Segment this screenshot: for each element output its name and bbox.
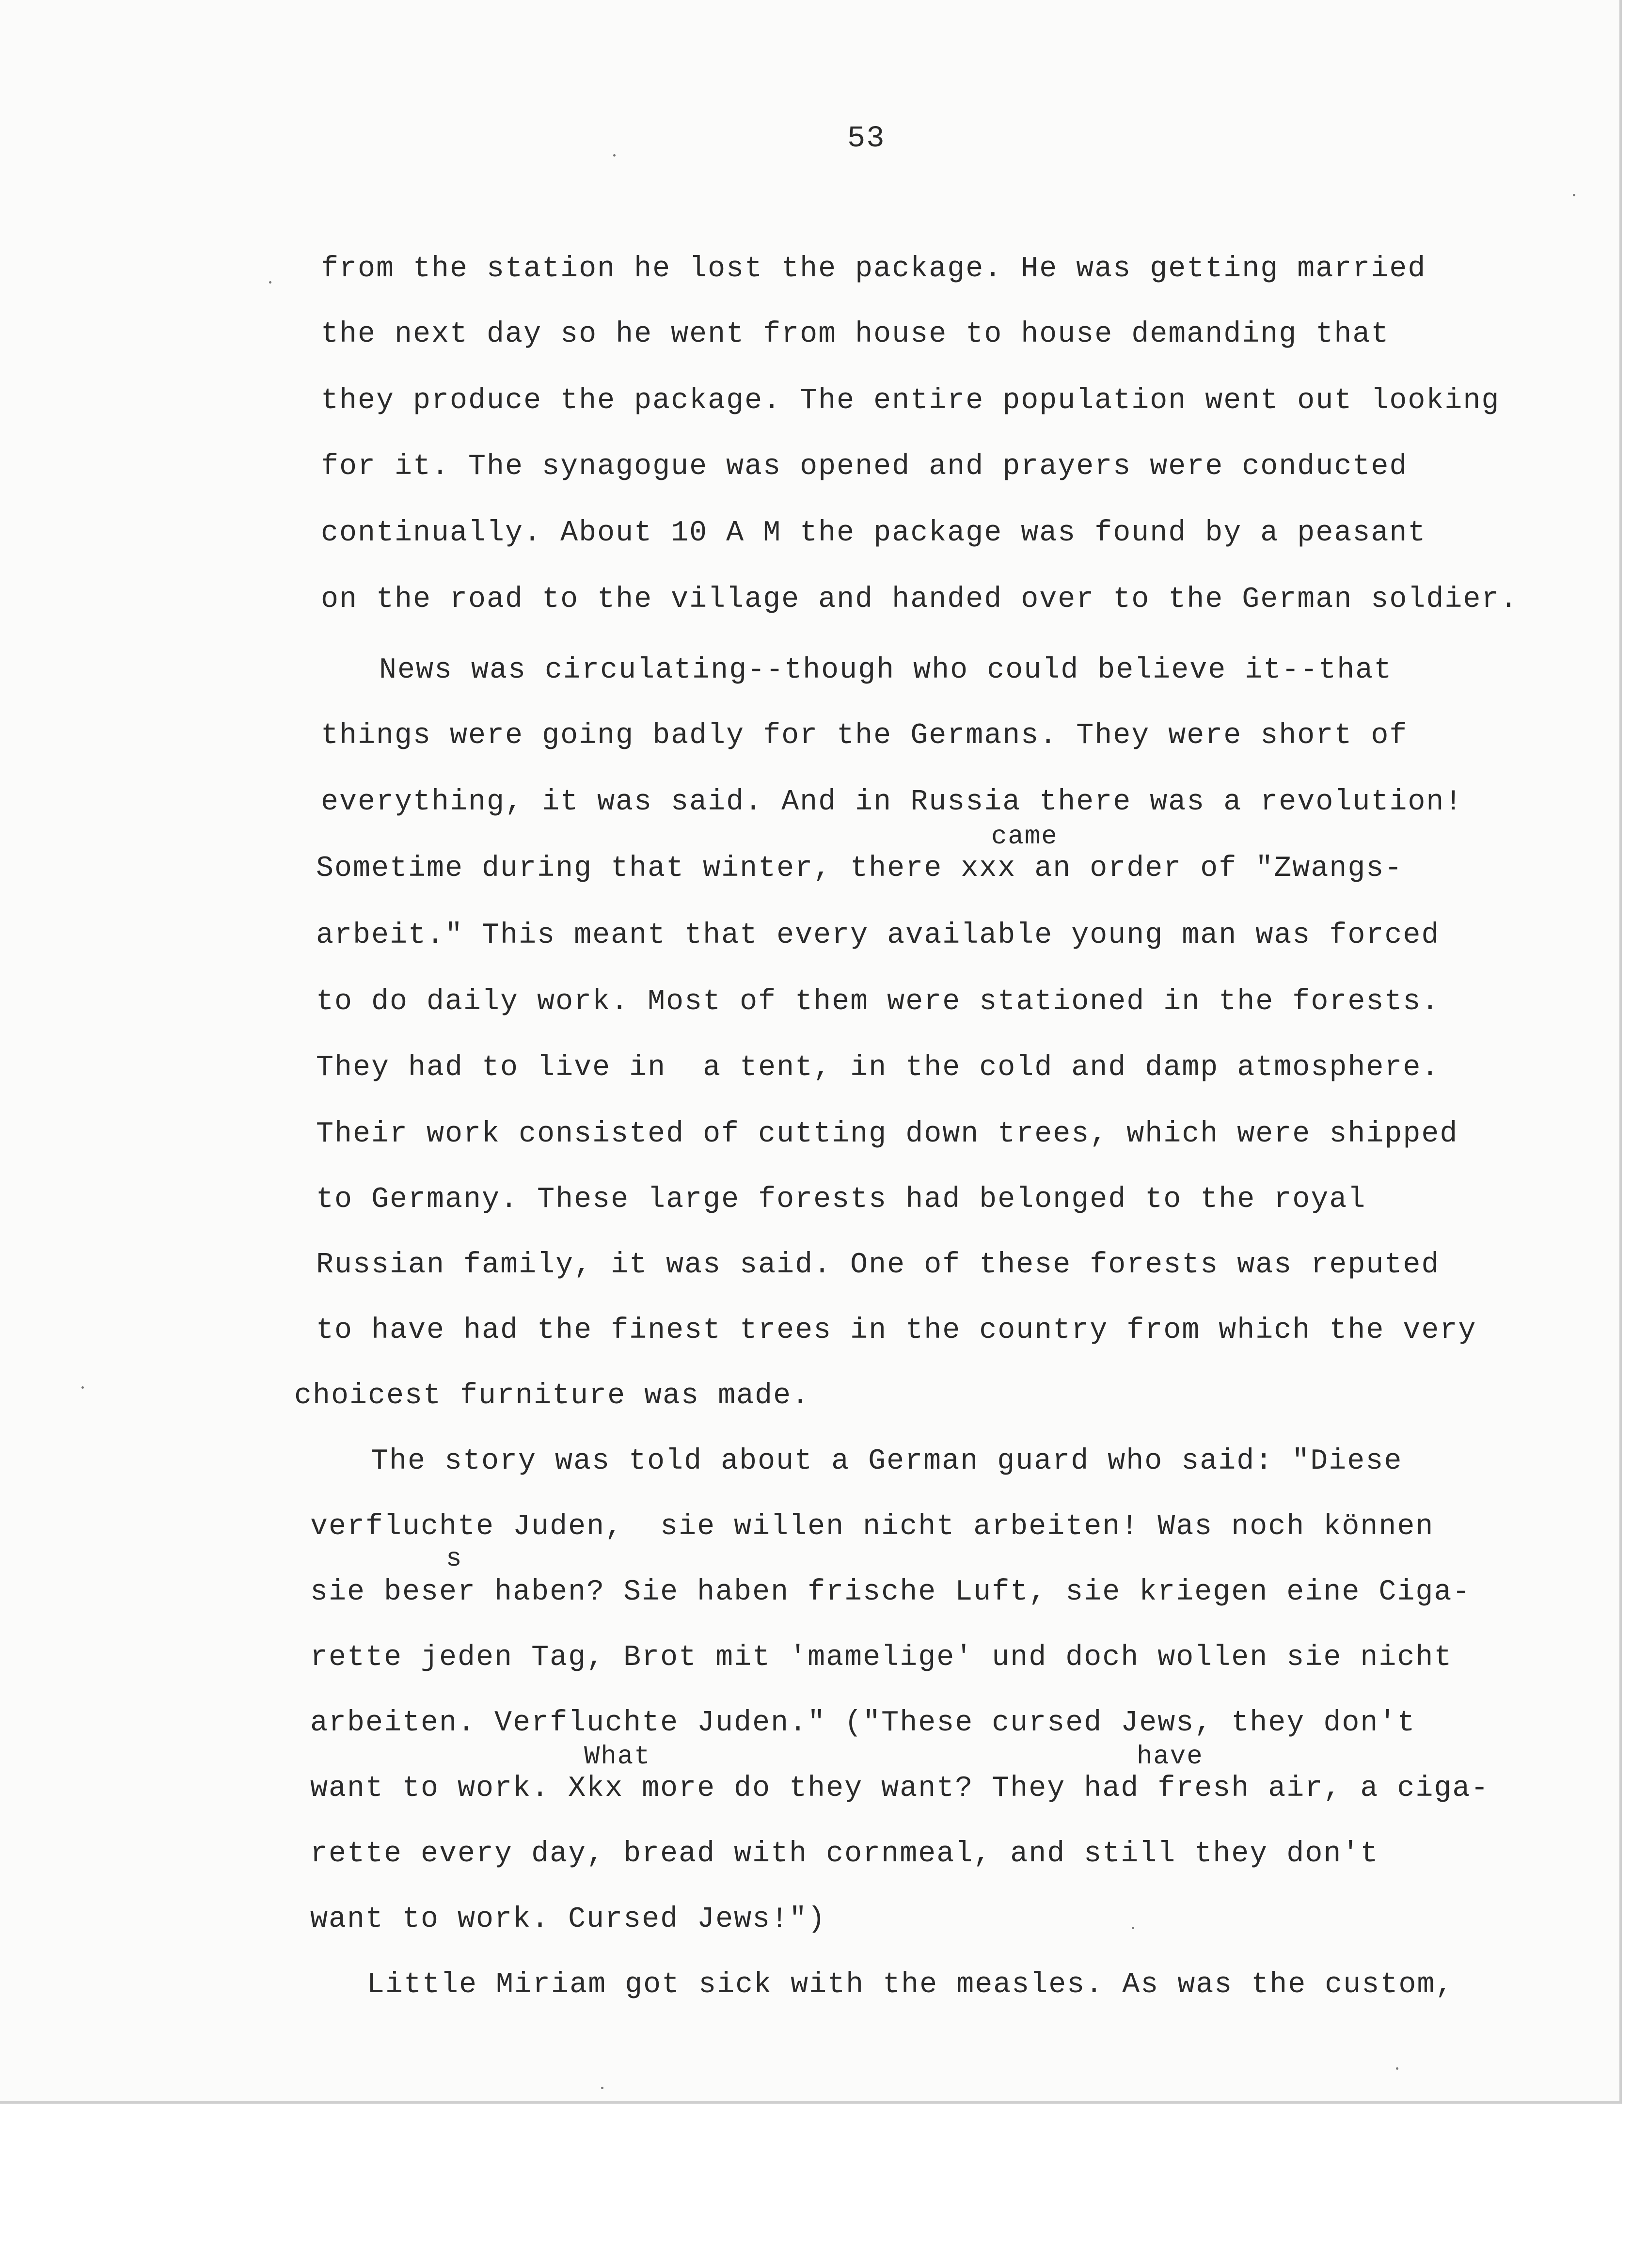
paper-speck [269,281,271,284]
paper-speck [1396,2067,1398,2070]
text-line: everything, it was said. And in Russia there was a revolution! [321,786,1463,819]
typed-correction: What [584,1742,651,1772]
text-line: continually. About 10 A M the package was found by a peasant [321,517,1426,550]
text-line: arbeit." This meant that every available young man was forced [316,919,1440,952]
text-line: choicest furniture was made. [294,1380,810,1412]
text-line: things were going badly for the Germans. They were short of [321,719,1408,752]
text-line: to Germany. These large forests had belonged to the royal [316,1183,1366,1216]
text-line: to do daily work. Most of them were stationed in the forests. [316,985,1440,1018]
text-line: News was circulating--though who could believe it--that [379,654,1393,687]
text-line: on the road to the village and handed over to the German soldier. [321,583,1519,616]
text-line: They had to live in a tent, in the cold and damp atmosphere. [316,1051,1440,1084]
text-line: they produce the package. The entire population went out looking [321,384,1500,417]
text-line: the next day so he went from house to house demanding that [321,318,1390,351]
text-line: arbeiten. Verfluchte Juden." ("These cursed Jews, they don't [310,1707,1416,1740]
text-line: for it. The synagogue was opened and prayers were conducted [321,450,1408,483]
text-line: Their work consisted of cutting down trees, which were shipped [316,1118,1458,1151]
text-line: rette every day, bread with cornmeal, and still they don't [310,1838,1379,1871]
paper-speck [601,2087,603,2089]
paper-speck [613,154,616,157]
paper-speck [1573,194,1575,196]
paper-speck [81,1386,84,1389]
typed-correction: came [991,822,1058,852]
typed-correction: s [446,1544,463,1574]
text-line: sie beser haben? Sie haben frische Luft, sie kriegen eine Ciga- [310,1576,1471,1609]
text-line: rette jeden Tag, Brot mit 'mamelige' und doch wollen sie nicht [310,1641,1453,1674]
text-line: to have had the finest trees in the country from which the very [316,1314,1477,1347]
paper-speck [1132,1927,1134,1929]
text-line: Russian family, it was said. One of these forests was reputed [316,1249,1440,1282]
text-line: Little Miriam got sick with the measles. As was the custom, [367,1968,1454,2001]
text-line: Sometime during that winter, there xxx an order of "Zwangs- [316,852,1403,885]
text-line: verfluchte Juden, sie willen nicht arbeiten! Was noch können [310,1510,1434,1543]
typed-correction: have [1137,1742,1204,1772]
text-line: want to work. Cursed Jews!") [310,1903,826,1936]
text-line: want to work. Xkx more do they want? They had fresh air, a ciga- [310,1772,1490,1805]
text-line: from the station he lost the package. He was getting married [321,253,1426,285]
text-line: The story was told about a German guard who said: "Diese [371,1445,1403,1478]
page-number: 53 [847,121,886,156]
